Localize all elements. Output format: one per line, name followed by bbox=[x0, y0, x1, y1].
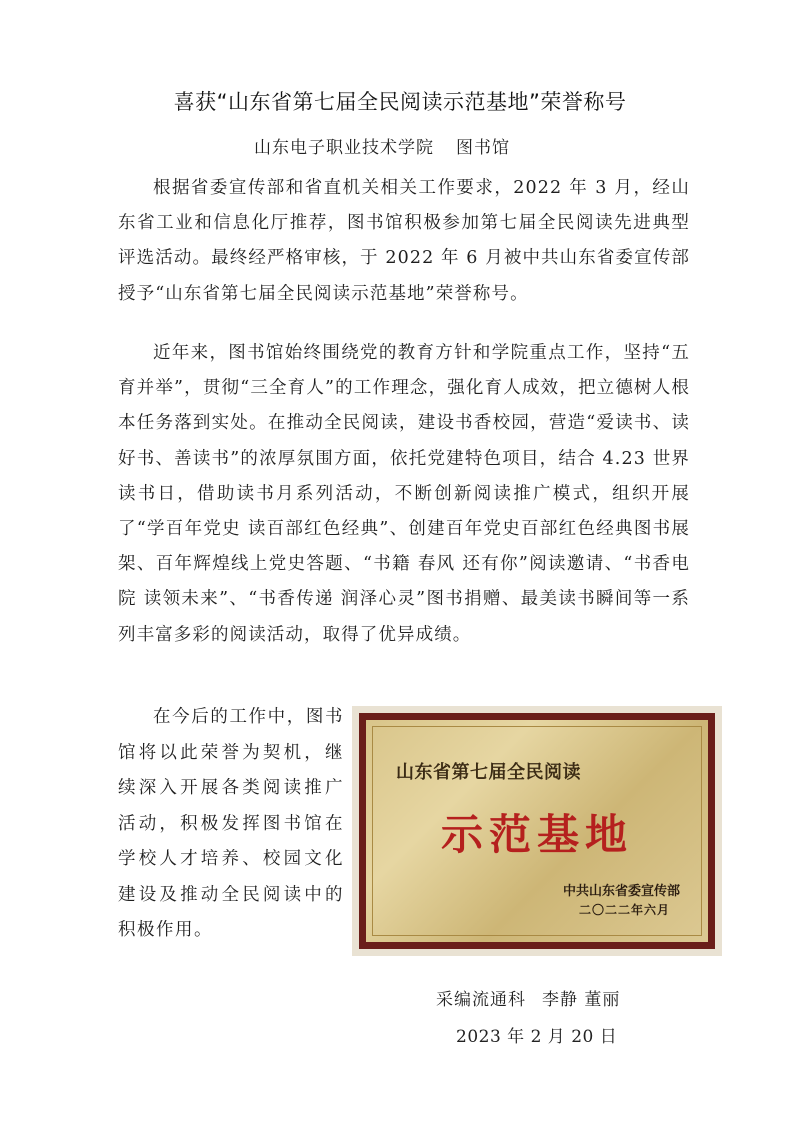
signer-names: 李静 董丽 bbox=[542, 990, 621, 1010]
byline-department: 图书馆 bbox=[456, 138, 510, 158]
document-date: 2023 年 2 月 20 日 bbox=[456, 1027, 618, 1047]
plaque-frame bbox=[359, 713, 715, 949]
plaque-issuer: 中共山东省委宣传部 bbox=[562, 884, 680, 899]
byline bbox=[254, 133, 510, 158]
plaque-date: 二〇二二年六月 bbox=[578, 903, 670, 917]
paragraph-3: 在今后的工作中，图书馆将以此荣誉为契机，继续深入开展各类阅读推广活动，积极发挥图书馆在学校人才培养、校园文化建设及推动全民阅读中的积极作用。 bbox=[118, 707, 344, 940]
plaque-heading: 山东省第七届全民阅读 bbox=[396, 762, 581, 783]
signer-department: 采编流通科 bbox=[436, 990, 526, 1010]
award-plaque-photo bbox=[352, 706, 722, 956]
document-title: 喜获“山东省第七届全民阅读示范基地”荣誉称号 bbox=[173, 90, 627, 114]
plaque-main-text: 示范基地 bbox=[440, 810, 633, 859]
paragraph-2: 近年来，图书馆始终围绕党的教育方针和学院重点工作，坚持“五育并举”，贯彻“三全育人”的工作理念，强化育人成效，把立德树人根本任务落到实处。在推动全民阅读，建设书香校园，营造“爱读书、读好书、善读书”的浓厚氛围方面，依托党建特色项目，结合 4.23 世界读书日，借助读书月系列活动，不断创新阅读推广模式，组织开展了“学百年党史 读百部红色经典”、创建百年党史百部红色经典图书展架、百年辉煌线上党史答题、“书籍 春风 还有你”阅读邀请、“书香电院 读领未来”、“书香传递 润泽心灵”图书捐赠、最美读书瞬间等一系列丰富多彩的阅读活动，取得了优异成绩。 bbox=[118, 343, 690, 645]
signature-line bbox=[436, 985, 620, 1010]
paragraph-1: 根据省委宣传部和省直机关相关工作要求，2022 年 3 月，经山东省工业和信息化厅推荐，图书馆积极参加第七届全民阅读先进典型评选活动。最终经严格审核，于 2022 年 6 月被中共山东省委宣传部授予“山东省第七届全民阅读示范基地”荣誉称号。 bbox=[118, 178, 690, 304]
byline-unit: 山东电子职业技术学院 bbox=[254, 138, 434, 158]
